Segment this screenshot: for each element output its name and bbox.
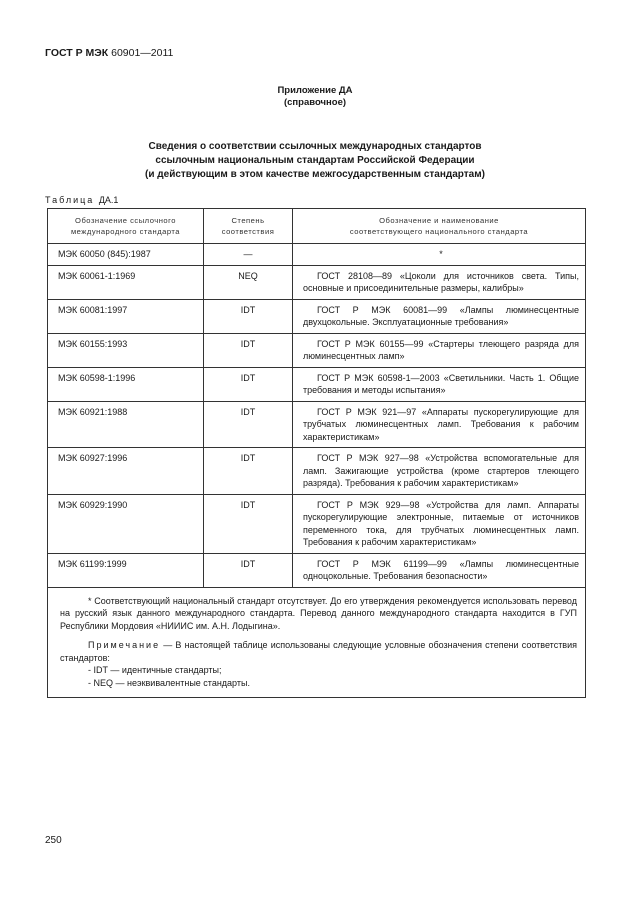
title-line: ссылочным национальным стандартам Российской Федерации: [155, 155, 475, 166]
note-item-neq: - NEQ — неэквивалентные стандарты.: [88, 677, 250, 688]
intl-standard-cell: МЭК 60598-1:1996: [48, 367, 204, 401]
table-label-number: ДА.1: [98, 195, 119, 205]
header-intl-standard: Обозначение ссылочного международного стандарта: [48, 209, 204, 244]
national-standard-cell: ГОСТ Р МЭК 921—97 «Аппараты пускорегулирующие для трубчатых люминесцентных ламп. Требования к рабочим характеристикам»: [293, 401, 586, 448]
table-header-row: [48, 209, 586, 244]
intl-standard-cell: МЭК 60081:1997: [48, 299, 204, 333]
intl-standard-cell: МЭК 60927:1996: [48, 448, 204, 495]
correspondence-table: [47, 208, 586, 698]
national-standard-cell: ГОСТ Р МЭК 60598-1—2003 «Светильники. Часть 1. Общие требования и методы испытания»: [293, 367, 586, 401]
national-standard-cell: ГОСТ Р МЭК 61199—99 «Лампы люминесцентные одноцокольные. Требования безопасности»: [293, 553, 586, 587]
page-number: 250: [45, 835, 62, 846]
national-standard-cell: ГОСТ Р МЭК 927—98 «Устройства вспомогательные для ламп. Зажигающие устройства (кроме стартеров тлеющего разряда). Требования к рабочим характеристикам»: [293, 448, 586, 495]
national-standard-cell: ГОСТ Р МЭК 929—98 «Устройства для ламп. Аппараты пускорегулирующие электронные, питаемые от источников переменного тока, для трубчатых люминесцентных ламп. Требования к рабочим характеристикам»: [293, 494, 586, 553]
table-row: [48, 299, 586, 333]
note: [60, 639, 577, 664]
note-label: Примечание: [88, 640, 161, 650]
table-row: [48, 553, 586, 587]
intl-standard-cell: МЭК 60921:1988: [48, 401, 204, 448]
national-standard-cell: ГОСТ Р МЭК 60155—99 «Стартеры тлеющего разряда для люминесцентных ламп»: [293, 333, 586, 367]
annex-title: Приложение ДА: [277, 85, 353, 96]
intl-standard-cell: МЭК 60061-1:1969: [48, 265, 204, 299]
intl-standard-cell: МЭК 60929:1990: [48, 494, 204, 553]
national-standard-cell: *: [293, 244, 586, 266]
degree-cell: IDT: [204, 494, 293, 553]
degree-cell: IDT: [204, 553, 293, 587]
gost-prefix: ГОСТ Р МЭК: [45, 47, 109, 59]
title-line: Сведения о соответствии ссылочных международных стандартов: [148, 141, 482, 152]
degree-cell: IDT: [204, 299, 293, 333]
table-label: [45, 195, 118, 205]
document-header: [45, 47, 173, 59]
note-item-idt: - IDT — идентичные стандарты;: [88, 665, 222, 675]
footnote: * Соответствующий национальный стандарт отсутствует. До его утверждения рекомендуется использовать перевод на русский язык данного международного стандарта. Перевод данного международного стандарта находится в ГУП Республики Мордовия «НИИИС им. А.Н. Лодыгина».: [60, 595, 577, 631]
degree-cell: NEQ: [204, 265, 293, 299]
table-row: [48, 494, 586, 553]
intl-standard-cell: МЭК 61199:1999: [48, 553, 204, 587]
table-row: [48, 244, 586, 266]
table-row: [48, 367, 586, 401]
national-standard-cell: ГОСТ 28108—89 «Цоколи для источников света. Типы, основные и присоединительные размеры, калибры»: [293, 265, 586, 299]
table-label-word: Таблица: [45, 195, 95, 205]
degree-cell: IDT: [204, 333, 293, 367]
intl-standard-cell: МЭК 60050 (845):1987: [48, 244, 204, 266]
notes-cell: [48, 587, 586, 698]
note-text: — В настоящей таблице использованы следующие условные обозначения степени соответствия стандартов:: [60, 640, 577, 663]
national-standard-cell: ГОСТ Р МЭК 60081—99 «Лампы люминесцентные двухцокольные. Эксплуатационные требования»: [293, 299, 586, 333]
header-national-standard: Обозначение и наименование соответствующего национального стандарта: [293, 209, 586, 244]
table-row: [48, 265, 586, 299]
degree-cell: IDT: [204, 448, 293, 495]
notes-row: [48, 587, 586, 698]
degree-cell: IDT: [204, 401, 293, 448]
section-title: [0, 140, 630, 182]
intl-standard-cell: МЭК 60155:1993: [48, 333, 204, 367]
table-row: [48, 333, 586, 367]
degree-cell: IDT: [204, 367, 293, 401]
gost-number: 60901—2011: [111, 47, 174, 59]
annex-subtitle: (справочное): [283, 97, 347, 108]
header-degree: Степень соответствия: [204, 209, 293, 244]
degree-cell: —: [204, 244, 293, 266]
table-row: [48, 448, 586, 495]
title-line: (и действующим в этом качестве межгосударственным стандартам): [145, 169, 485, 180]
table-row: [48, 401, 586, 448]
